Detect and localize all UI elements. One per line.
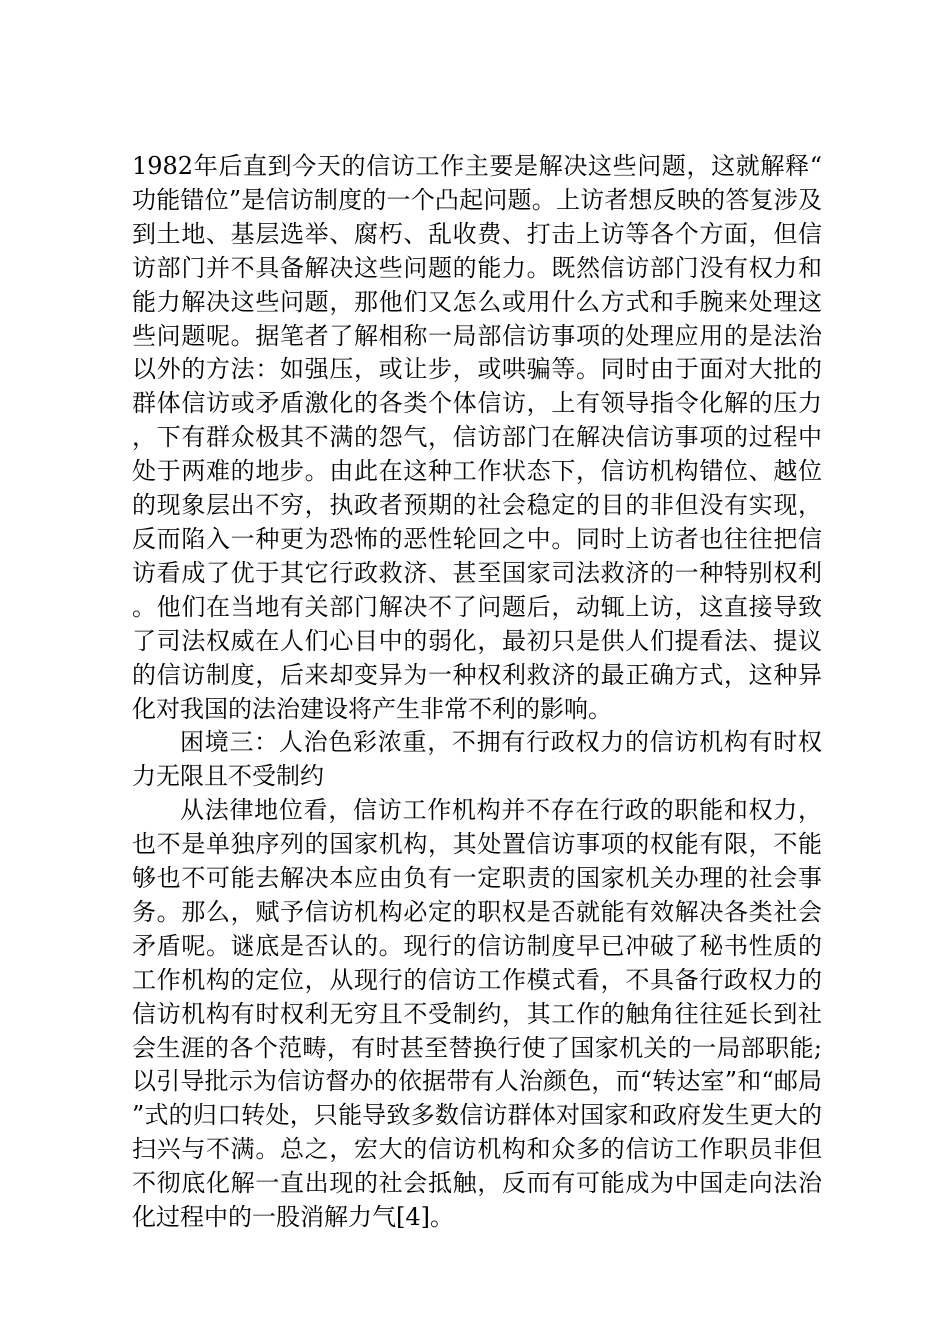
- section-heading-dilemma-three: 困境三：人治色彩浓重，不拥有行政权力的信访机构有时权力无限且不受制约: [132, 728, 822, 791]
- body-paragraph-1: 1982年后直到今天的信访工作主要是解决这些问题，这就解释“功能错位”是信访制度的一个凸起问题。上访者想反映的答复涉及到土地、基层选举、腐朽、乱收费、打击上访等各个方面，但信访部门并不具备解决这些问题的能力。既然信访部门没有权力和能力解决这些问题，那他们又怎么或用什么方式和手腕来处理这些问题呢。据笔者了解相称一局部信访事项的处理应用的是法治以外的方法：如强压，或让步，或哄骗等。同时由于面对大批的群体信访或矛盾激化的各类个体信访，上有领导指令化解的压力，下有群众极其不满的怨气，信访部门在解决信访事项的过程中处于两难的地步。由此在这种工作状态下，信访机构错位、越位的现象层出不穷，执政者预期的社会稳定的目的非但没有实现，反而陷入一种更为恐怖的恶性轮回之中。同时上访者也往往把信访看成了优于其它行政救济、甚至国家司法救济的一种特别权利。他们在当地有关部门解决不了问题后，动辄上访，这直接导致了司法权威在人们心目中的弱化，最初只是供人们提看法、提议的信访制度，后来却变异为一种权利救济的最正确方式，这种异化对我国的法治建设将产生非常不利的影响。: [132, 152, 822, 723]
- body-paragraph-2: 从法律地位看，信访工作机构并不存在行政的职能和权力，也不是单独序列的国家机构，其处置信访事项的权能有限，不能够也不可能去解决本应由负有一定职责的国家机关办理的社会事务。那么，赋予信访机构必定的职权是否就能有效解决各类社会矛盾呢。谜底是否认的。现行的信访制度早已冲破了秘书性质的工作机构的定位，从现行的信访工作模式看，不具备行政权力的信访机构有时权利无穷且不受制约，其工作的触角往往延长到社会生涯的各个范畴，有时甚至替换行使了国家机关的一局部职能;以引导批示为信访督办的依据带有人治颜色，而“转达室”和“邮局”式的归口转处，只能导致多数信访群体对国家和政府发生更大的扫兴与不满。总之，宏大的信访机构和众多的信访工作职员非但不彻底化解一直出现的社会抵触，反而有可能成为中国走向法治化过程中的一股消解力气[4]。: [132, 796, 822, 1232]
- document-page: [132, 150, 822, 1235]
